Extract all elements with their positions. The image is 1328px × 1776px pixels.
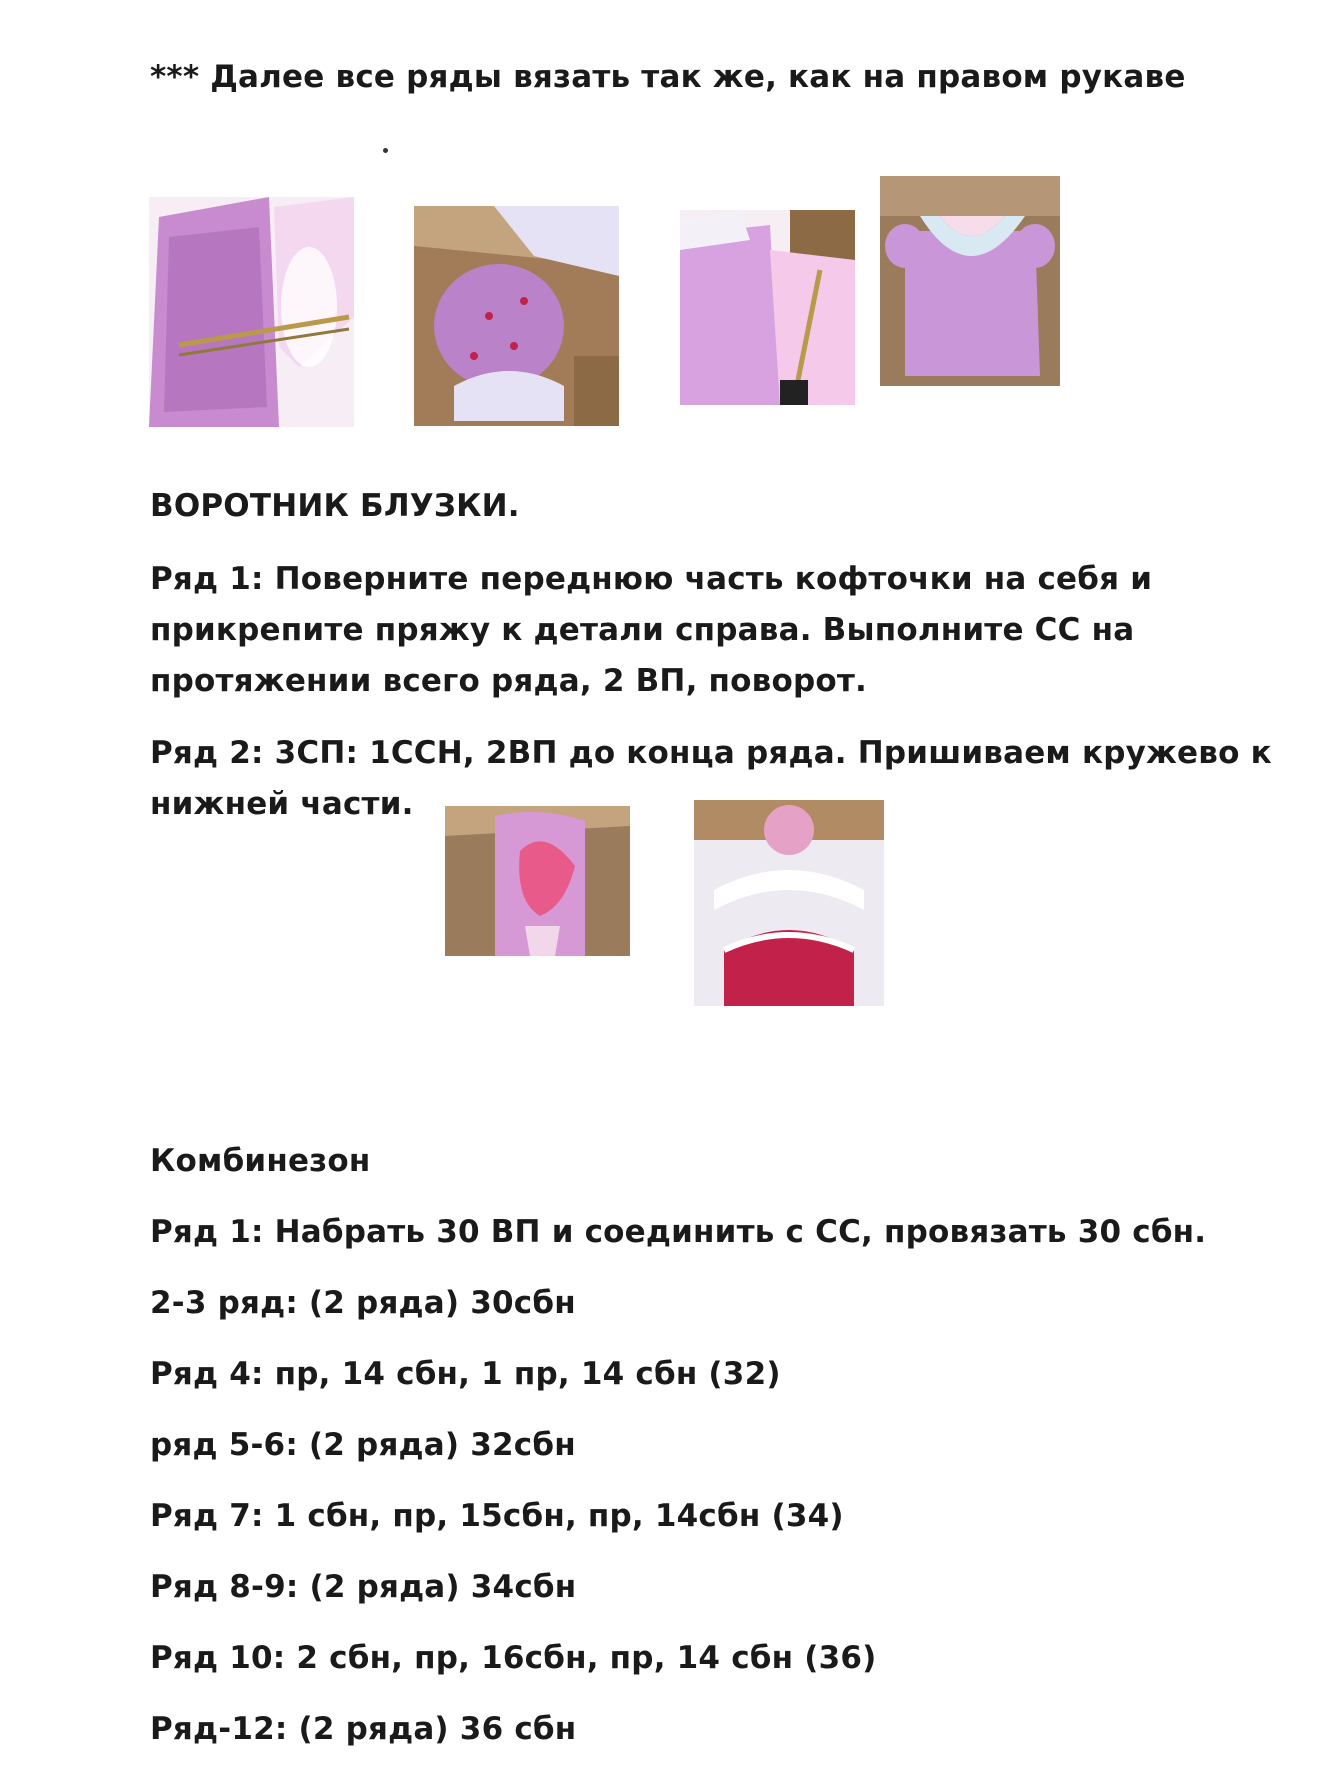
overall-row: Ряд 4: пр, 14 сбн, 1 пр, 14 сбн (32) [150,1356,781,1392]
collar-row2-line1: Ряд 2: 3СП: 1ССН, 2ВП до конца ряда. Пришиваем кружево к [150,735,1272,771]
photo-body-hook [680,210,855,405]
collar-row1-line3: протяжении всего ряда, 2 ВП, поворот. [150,663,867,699]
intro-note: *** Далее все ряды вязать так же, как на правом рукаве [150,59,1186,95]
photo-finished-blouse [880,176,1060,386]
overall-row: Ряд 1: Набрать 30 ВП и соединить с СС, провязать 30 сбн. [150,1214,1207,1250]
overall-row: 2-3 ряд: (2 ряда) 30сбн [150,1285,576,1321]
photo-sleeve-hook [149,197,354,427]
overall-row: Ряд 10: 2 сбн, пр, 16сбн, пр, 14 сбн (36) [150,1640,877,1676]
overall-row: Ряд-12: (2 ряда) 36 сбн [150,1711,577,1747]
collar-title: ВОРОТНИК БЛУЗКИ. [150,488,520,524]
collar-row1-line2: прикрепите пряжу к детали справа. Выполните СС на [150,612,1135,648]
overall-row: ряд 5-6: (2 ряда) 32сбн [150,1427,576,1463]
collar-row1-line1: Ряд 1: Поверните переднюю часть кофточки на себя и [150,561,1153,597]
photo-collar-back [445,806,630,956]
overall-row: Ряд 8-9: (2 ряда) 34сбн [150,1569,577,1605]
photo-collar-lace [694,800,884,1006]
overall-row: Ряд 7: 1 сбн, пр, 15сбн, пр, 14сбн (34) [150,1498,844,1534]
photo-sleeve-lace [414,206,619,426]
stray-dot [383,148,388,153]
overall-title: Комбинезон [150,1143,371,1179]
collar-row2-line2: нижней части. [150,786,414,822]
